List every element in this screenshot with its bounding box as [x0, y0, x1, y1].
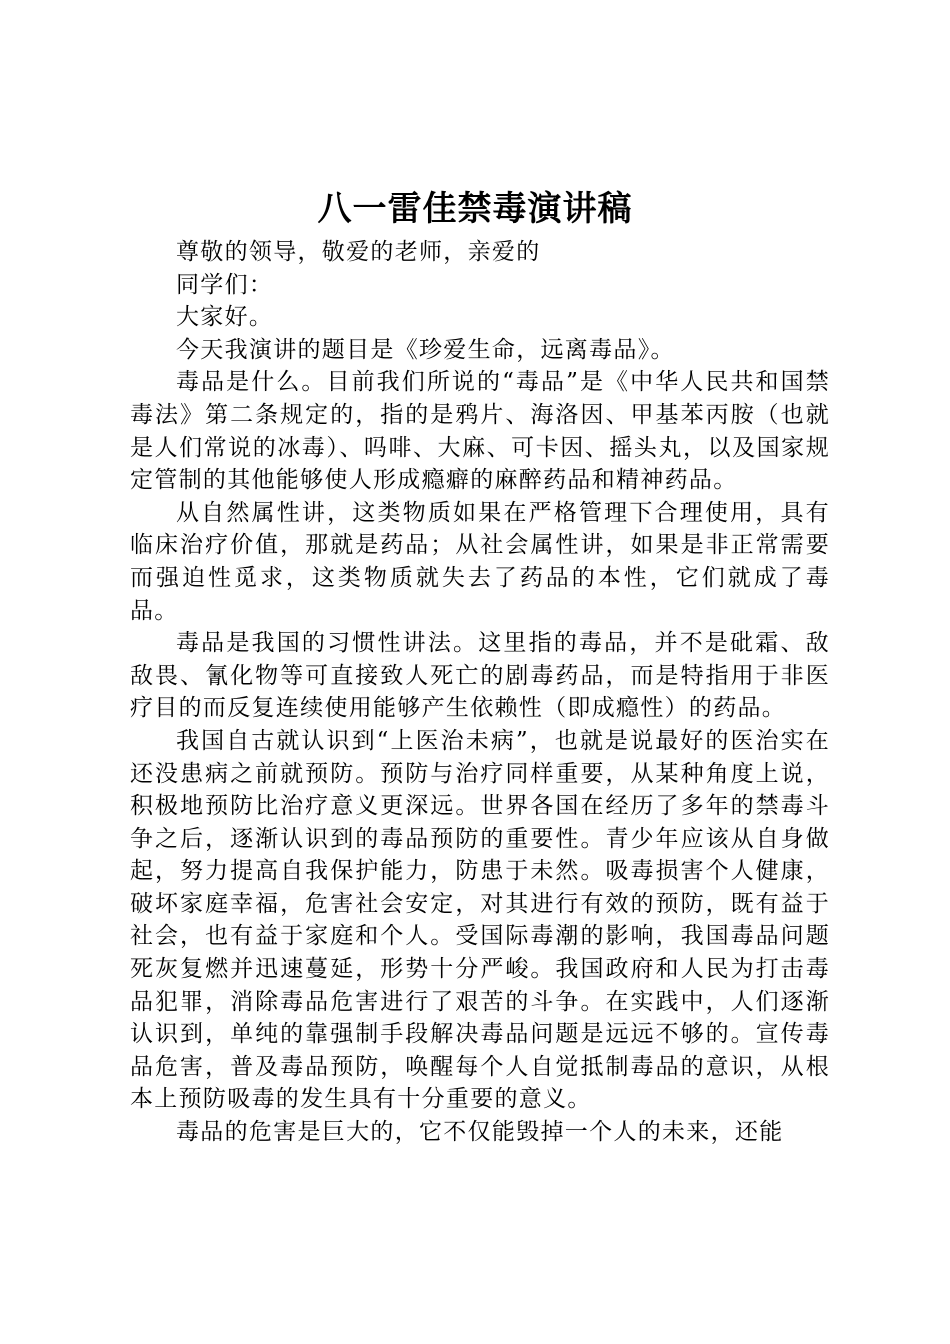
paragraph-attributes: 从自然属性讲，这类物质如果在严格管理下合理使用，具有临床治疗价值，那就是药品；从社会属性讲，如果是非正常需要而强迫性觅求，这类物质就失去了药品的本性，它们就成了毒品。: [130, 499, 830, 624]
document-body: [130, 236, 830, 1149]
paragraph-what-is-drug: 毒品是什么。目前我们所说的“毒品”是《中华人民共和国禁毒法》第二条规定的，指的是鸦片、海洛因、甲基苯丙胺（也就是人们常说的冰毒）、吗啡、大麻、可卡因、摇头丸，以及国家规定管制的其他能够使人形成瘾癖的麻醉药品和精神药品。: [130, 369, 830, 494]
paragraph-topic: 今天我演讲的题目是《珍爱生命，远离毒品》。: [176, 336, 675, 363]
paragraph-greeting: 大家好。: [176, 304, 274, 331]
paragraph-salutation: 尊敬的领导，敬爱的老师，亲爱的: [176, 239, 541, 265]
document-title: 八一雷佳禁毒演讲稿: [317, 189, 633, 229]
paragraph-prevention: 我国自古就认识到“上医治未病”，也就是说最好的医治实在还没患病之前就预防。预防与治疗同样重要，从某种角度上说，积极地预防比治疗意义更深远。世界各国在经历了多年的禁毒斗争之后，逐渐认识到的毒品预防的重要性。青少年应该从自身做起，努力提高自我保护能力，防患于未然。吸毒损害个人健康，破坏家庭幸福，危害社会安定，对其进行有效的预防，既有益于社会，也有益于家庭和个人。受国际毒潮的影响，我国毒品问题死灰复燃并迅速蔓延，形势十分严峻。我国政府和人民为打击毒品犯罪，消除毒品危害进行了艰苦的斗争。在实践中，人们逐渐认识到，单纯的靠强制手段解决毒品问题是远远不够的。宣传毒品危害，普及毒品预防，唤醒每个人自觉抵制毒品的意识，从根本上预防吸毒的发生具有十分重要的意义。: [130, 727, 830, 1113]
paragraph-salutation-cont: 同学们：: [176, 271, 274, 298]
paragraph-habitual-term: 毒品是我国的习惯性讲法。这里指的毒品，并不是砒霜、敌敌畏、氰化物等可直接致人死亡的剧毒药品，而是特指用于非医疗目的而反复连续使用能够产生依赖性（即成瘾性）的药品。: [130, 630, 830, 722]
paragraph-harm: 毒品的危害是巨大的，它不仅能毁掉一个人的未来，还能: [176, 1119, 784, 1146]
